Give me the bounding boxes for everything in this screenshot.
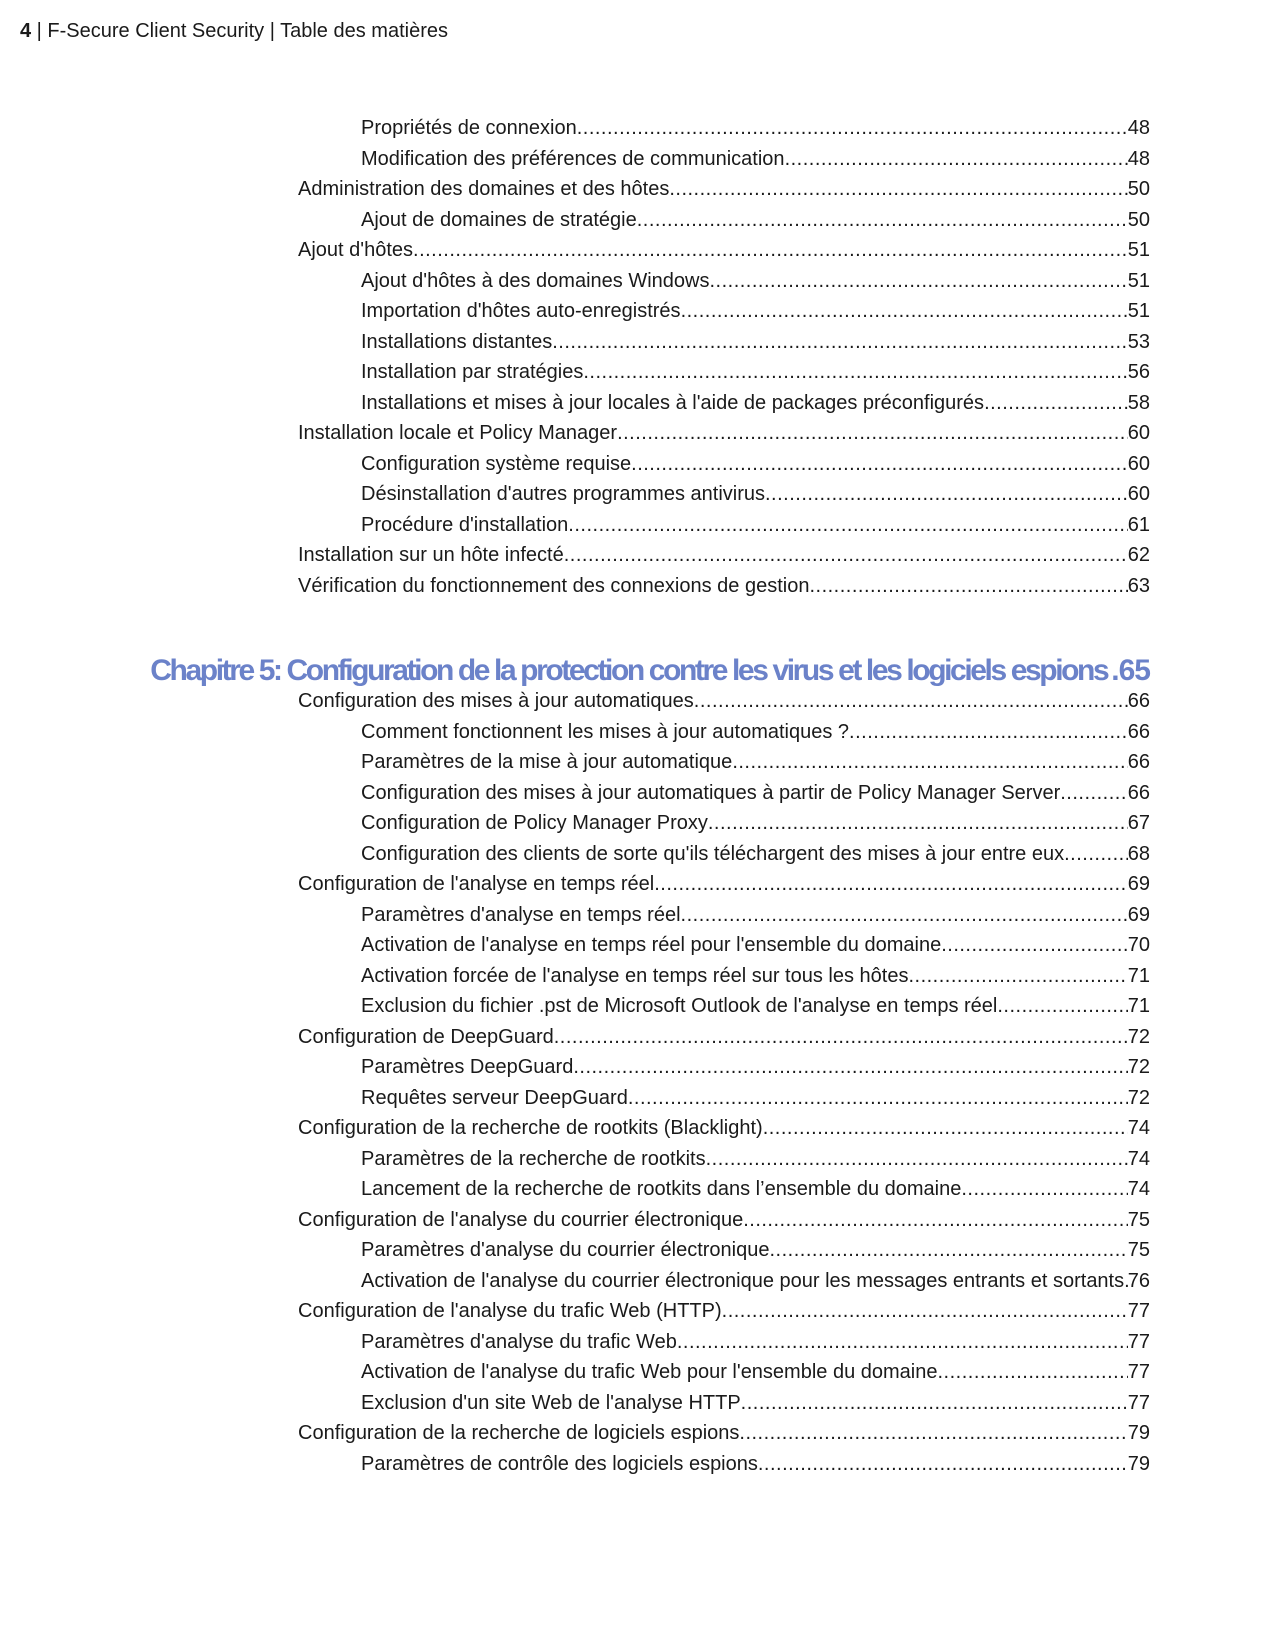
toc-entry[interactable] bbox=[361, 1327, 1150, 1357]
toc-entry-page: 79 bbox=[1127, 1452, 1150, 1475]
toc-entry-page: 68 bbox=[1127, 842, 1150, 865]
toc-leader-dots bbox=[758, 1449, 1128, 1479]
toc-entry-page: 66 bbox=[1127, 690, 1150, 712]
toc-entry-title: Procédure d'installation bbox=[361, 513, 569, 536]
toc-entry-page: 71 bbox=[1127, 964, 1150, 987]
toc-entry[interactable] bbox=[361, 1235, 1150, 1265]
toc-entry[interactable] bbox=[298, 869, 1150, 899]
toc-entry-title: Configuration de l'analyse du trafic Web (HTTP) bbox=[298, 1300, 722, 1322]
toc-entry-title: Installations distantes bbox=[361, 330, 553, 353]
toc-leader-dots bbox=[941, 930, 1128, 960]
toc-leader-dots bbox=[961, 1174, 1127, 1204]
toc-entry[interactable] bbox=[361, 1174, 1150, 1204]
toc-entry-page: 79 bbox=[1127, 1422, 1150, 1444]
toc-entry-page: 69 bbox=[1127, 903, 1150, 926]
toc-entry-page: 72 bbox=[1127, 1025, 1150, 1048]
page-header bbox=[20, 18, 448, 44]
toc-entry-page: 58 bbox=[1127, 391, 1150, 414]
toc-entry-title: Configuration des mises à jour automatiques bbox=[298, 690, 694, 712]
toc-entry-title: Désinstallation d'autres programmes antivirus bbox=[361, 483, 765, 505]
toc-leader-dots bbox=[583, 357, 1127, 387]
toc-entry[interactable] bbox=[361, 1388, 1150, 1418]
toc-entry-title: Propriétés de connexion bbox=[361, 117, 577, 139]
toc-entry-title: Configuration de la recherche de rootkits (Blacklight) bbox=[298, 1117, 763, 1139]
toc-entry-page: 71 bbox=[1127, 995, 1150, 1017]
toc-entry-title: Configuration de la recherche de logiciels espions bbox=[298, 1422, 740, 1444]
toc-leader-dots bbox=[741, 1388, 1128, 1418]
toc-entry[interactable] bbox=[361, 205, 1150, 235]
toc-entry[interactable] bbox=[298, 235, 1150, 265]
toc-leader-dots bbox=[554, 1022, 1128, 1052]
toc-entry[interactable] bbox=[361, 449, 1150, 479]
toc-leader-dots bbox=[937, 1357, 1127, 1387]
toc-entry[interactable] bbox=[298, 1022, 1150, 1052]
toc-entry[interactable] bbox=[361, 991, 1150, 1021]
toc-leader-dots bbox=[785, 144, 1128, 174]
toc-leader-dots bbox=[849, 717, 1128, 747]
toc-entry[interactable] bbox=[361, 1083, 1150, 1113]
toc-entry[interactable] bbox=[361, 778, 1150, 808]
toc-entry-title: Installations et mises à jour locales à l'aide de packages préconfigurés bbox=[361, 391, 985, 414]
toc-entry-page: 67 bbox=[1127, 812, 1150, 834]
toc-entry-page: 75 bbox=[1127, 1208, 1150, 1231]
toc-entry-page: 77 bbox=[1127, 1361, 1150, 1383]
toc-entry-title: Paramètres de contrôle des logiciels espions bbox=[361, 1452, 758, 1475]
toc-entry-title: Requêtes serveur DeepGuard bbox=[361, 1086, 628, 1109]
page-number: 4 bbox=[20, 20, 32, 42]
toc-entry-title: Activation forcée de l'analyse en temps réel sur tous les hôtes bbox=[361, 964, 909, 987]
toc-entry[interactable] bbox=[298, 1205, 1150, 1235]
toc-entry-page: 61 bbox=[1127, 513, 1150, 536]
toc-entry-title: Ajout d'hôtes à des domaines Windows bbox=[361, 269, 710, 292]
toc-entry[interactable] bbox=[361, 900, 1150, 930]
toc-entry-title: Configuration des mises à jour automatiques à partir de Policy Manager Server bbox=[361, 781, 1061, 804]
toc-leader-dots bbox=[677, 1327, 1128, 1357]
toc-leader-dots bbox=[628, 1083, 1128, 1113]
toc-entry[interactable] bbox=[298, 571, 1150, 601]
toc-entry-page: 66 bbox=[1127, 751, 1150, 773]
toc-leader-dots bbox=[732, 747, 1127, 777]
toc-entry-page: 62 bbox=[1127, 544, 1150, 566]
toc-entry-title: Ajout d'hôtes bbox=[298, 239, 414, 261]
toc-entry-page: 60 bbox=[1127, 422, 1150, 444]
toc-entry[interactable] bbox=[361, 717, 1150, 747]
toc-entry-page: 66 bbox=[1127, 781, 1150, 804]
toc-entry-page: 77 bbox=[1127, 1391, 1150, 1414]
toc-entry-page: 74 bbox=[1127, 1117, 1150, 1139]
toc-entry-title: Installation sur un hôte infecté bbox=[298, 544, 564, 566]
toc-entry[interactable] bbox=[361, 266, 1150, 296]
toc-entry[interactable] bbox=[361, 930, 1150, 960]
toc-entry-title: Configuration de Policy Manager Proxy bbox=[361, 812, 708, 834]
toc-entry-page: 66 bbox=[1127, 720, 1150, 743]
toc-entry-title: Configuration système requise bbox=[361, 452, 632, 475]
toc-entry[interactable] bbox=[361, 808, 1150, 838]
toc-entry[interactable] bbox=[361, 1266, 1150, 1296]
toc-entry[interactable] bbox=[361, 357, 1150, 387]
toc-entry-page: 75 bbox=[1127, 1239, 1150, 1261]
toc-entry-page: 50 bbox=[1127, 178, 1150, 200]
toc-entry[interactable] bbox=[361, 113, 1150, 143]
toc-entry[interactable] bbox=[361, 747, 1150, 777]
toc-leader-dots bbox=[694, 686, 1128, 716]
toc-entry[interactable] bbox=[361, 510, 1150, 540]
toc-entry[interactable] bbox=[361, 1357, 1150, 1387]
toc-leader-dots bbox=[669, 174, 1127, 204]
toc-entry-page: 53 bbox=[1127, 330, 1150, 353]
toc-leader-dots bbox=[568, 510, 1127, 540]
toc-entry-title: Installation locale et Policy Manager bbox=[298, 422, 618, 444]
toc-leader-dots bbox=[637, 205, 1128, 235]
header-title: | F-Secure Client Security | Table des matières bbox=[31, 20, 448, 42]
toc-leader-dots bbox=[706, 1144, 1128, 1174]
toc-entry-title: Exclusion d'un site Web de l'analyse HTTP bbox=[361, 1391, 741, 1414]
toc-entry-title: Installation par stratégies bbox=[361, 361, 584, 383]
toc-entry[interactable] bbox=[298, 1296, 1150, 1326]
toc-entry-title: Paramètres d'analyse en temps réel bbox=[361, 903, 681, 926]
toc-leader-dots bbox=[573, 1052, 1127, 1082]
chapter-title: Chapitre 5: Configuration de la protection contre les virus et les logiciels espions bbox=[150, 654, 1108, 687]
toc-entry[interactable] bbox=[361, 1449, 1150, 1479]
toc-entry-title: Exclusion du fichier .pst de Microsoft Outlook de l'analyse en temps réel bbox=[361, 995, 998, 1017]
toc-entry-page: 51 bbox=[1127, 239, 1150, 261]
toc-entry[interactable] bbox=[361, 388, 1150, 418]
toc-entry[interactable] bbox=[361, 961, 1150, 991]
toc-leader-dots bbox=[743, 1205, 1128, 1235]
toc-leader-dots bbox=[654, 869, 1128, 899]
toc-leader-dots bbox=[984, 388, 1128, 418]
toc-entry-title: Lancement de la recherche de rootkits dans l’ensemble du domaine bbox=[361, 1178, 962, 1200]
toc-entry-page: 48 bbox=[1127, 147, 1150, 170]
toc-leader-dots bbox=[1060, 778, 1128, 808]
toc-entry-page: 51 bbox=[1127, 300, 1150, 322]
toc-entry[interactable] bbox=[361, 296, 1150, 326]
toc-leader-dots bbox=[708, 808, 1128, 838]
toc-entry[interactable] bbox=[298, 1113, 1150, 1143]
toc-entry[interactable] bbox=[361, 327, 1150, 357]
toc-entry-page: 77 bbox=[1127, 1330, 1150, 1353]
toc-leader-dots bbox=[908, 961, 1127, 991]
toc-entry-title: Comment fonctionnent les mises à jour automatiques ? bbox=[361, 720, 850, 743]
toc-entry-title: Ajout de domaines de stratégie bbox=[361, 208, 637, 231]
toc-entry[interactable] bbox=[298, 686, 1150, 716]
toc-entry[interactable] bbox=[298, 540, 1150, 570]
toc-entry-title: Activation de l'analyse du trafic Web pour l'ensemble du domaine bbox=[361, 1361, 938, 1383]
toc-entry-page: 77 bbox=[1127, 1300, 1150, 1322]
toc-entry-title: Configuration de l'analyse en temps réel bbox=[298, 873, 655, 895]
toc-leader-dots bbox=[809, 571, 1127, 601]
toc-leader-dots bbox=[739, 1418, 1127, 1448]
toc-leader-dots bbox=[617, 418, 1128, 448]
toc-entry[interactable] bbox=[361, 839, 1150, 869]
toc-leader-dots bbox=[681, 296, 1128, 326]
toc-leader-dots bbox=[765, 479, 1128, 509]
toc-leader-dots bbox=[763, 1113, 1128, 1143]
toc-entry-title: Importation d'hôtes auto-enregistrés bbox=[361, 300, 681, 322]
toc-entry[interactable] bbox=[298, 418, 1150, 448]
toc-entry-title: Paramètres DeepGuard bbox=[361, 1056, 574, 1078]
toc-leader-dots bbox=[631, 449, 1128, 479]
toc-entry-page: 48 bbox=[1127, 117, 1150, 139]
toc-entry-title: Paramètres de la recherche de rootkits bbox=[361, 1147, 706, 1170]
toc-entry[interactable] bbox=[361, 1144, 1150, 1174]
toc-leader-dots bbox=[709, 266, 1127, 296]
toc-entry-page: 72 bbox=[1127, 1056, 1150, 1078]
toc-leader-dots bbox=[413, 235, 1128, 265]
toc-leader-dots bbox=[577, 113, 1128, 143]
toc-entry-page: 50 bbox=[1127, 208, 1150, 231]
toc-entry-title: Configuration de DeepGuard bbox=[298, 1025, 554, 1048]
toc-leader-dots bbox=[552, 327, 1128, 357]
toc-entry-page: 56 bbox=[1127, 361, 1150, 383]
toc-entry-title: Activation de l'analyse en temps réel pour l'ensemble du domaine bbox=[361, 934, 942, 956]
toc-entry-title: Paramètres d'analyse du courrier électronique bbox=[361, 1239, 770, 1261]
toc-entry-title: Configuration de l'analyse du courrier électronique bbox=[298, 1208, 744, 1231]
toc-entry-page: 63 bbox=[1127, 574, 1150, 597]
toc-entry-page: 60 bbox=[1127, 452, 1150, 475]
toc-leader-dots bbox=[1064, 839, 1128, 869]
toc-entry-title: Vérification du fonctionnement des connexions de gestion bbox=[298, 574, 810, 597]
toc-entry-title: Paramètres de la mise à jour automatique bbox=[361, 751, 733, 773]
toc-leader-dots bbox=[564, 540, 1128, 570]
toc-entry-page: 74 bbox=[1127, 1147, 1150, 1170]
toc-entry[interactable] bbox=[361, 1052, 1150, 1082]
toc-leader-dots bbox=[681, 900, 1128, 930]
toc-entry-page: 76 bbox=[1127, 1269, 1150, 1292]
toc-entry-page: 70 bbox=[1127, 934, 1150, 956]
toc-entry[interactable] bbox=[361, 479, 1150, 509]
toc-entry-page: 72 bbox=[1127, 1086, 1150, 1109]
toc-entry-title: Configuration des clients de sorte qu'ils téléchargent des mises à jour entre eux bbox=[361, 842, 1065, 865]
toc-entry[interactable] bbox=[298, 174, 1150, 204]
toc-entry-page: 51 bbox=[1127, 269, 1150, 292]
toc-entry[interactable] bbox=[361, 144, 1150, 174]
toc-entry-page: 60 bbox=[1127, 483, 1150, 505]
toc-leader-dots bbox=[997, 991, 1127, 1021]
toc-entry-title: Activation de l'analyse du courrier électronique pour les messages entrants et sortants bbox=[361, 1269, 1125, 1292]
toc-leader-dots bbox=[769, 1235, 1127, 1265]
toc-leader-dots bbox=[722, 1296, 1128, 1326]
chapter-page-number: .65 bbox=[1111, 654, 1150, 687]
toc-entry-title: Paramètres d'analyse du trafic Web bbox=[361, 1330, 677, 1353]
toc-entry-title: Administration des domaines et des hôtes bbox=[298, 178, 670, 200]
toc-entry[interactable] bbox=[298, 1418, 1150, 1448]
toc-entry-title: Modification des préférences de communication bbox=[361, 147, 785, 170]
toc-entry-page: 74 bbox=[1127, 1178, 1150, 1200]
toc-entry-page: 69 bbox=[1127, 873, 1150, 895]
